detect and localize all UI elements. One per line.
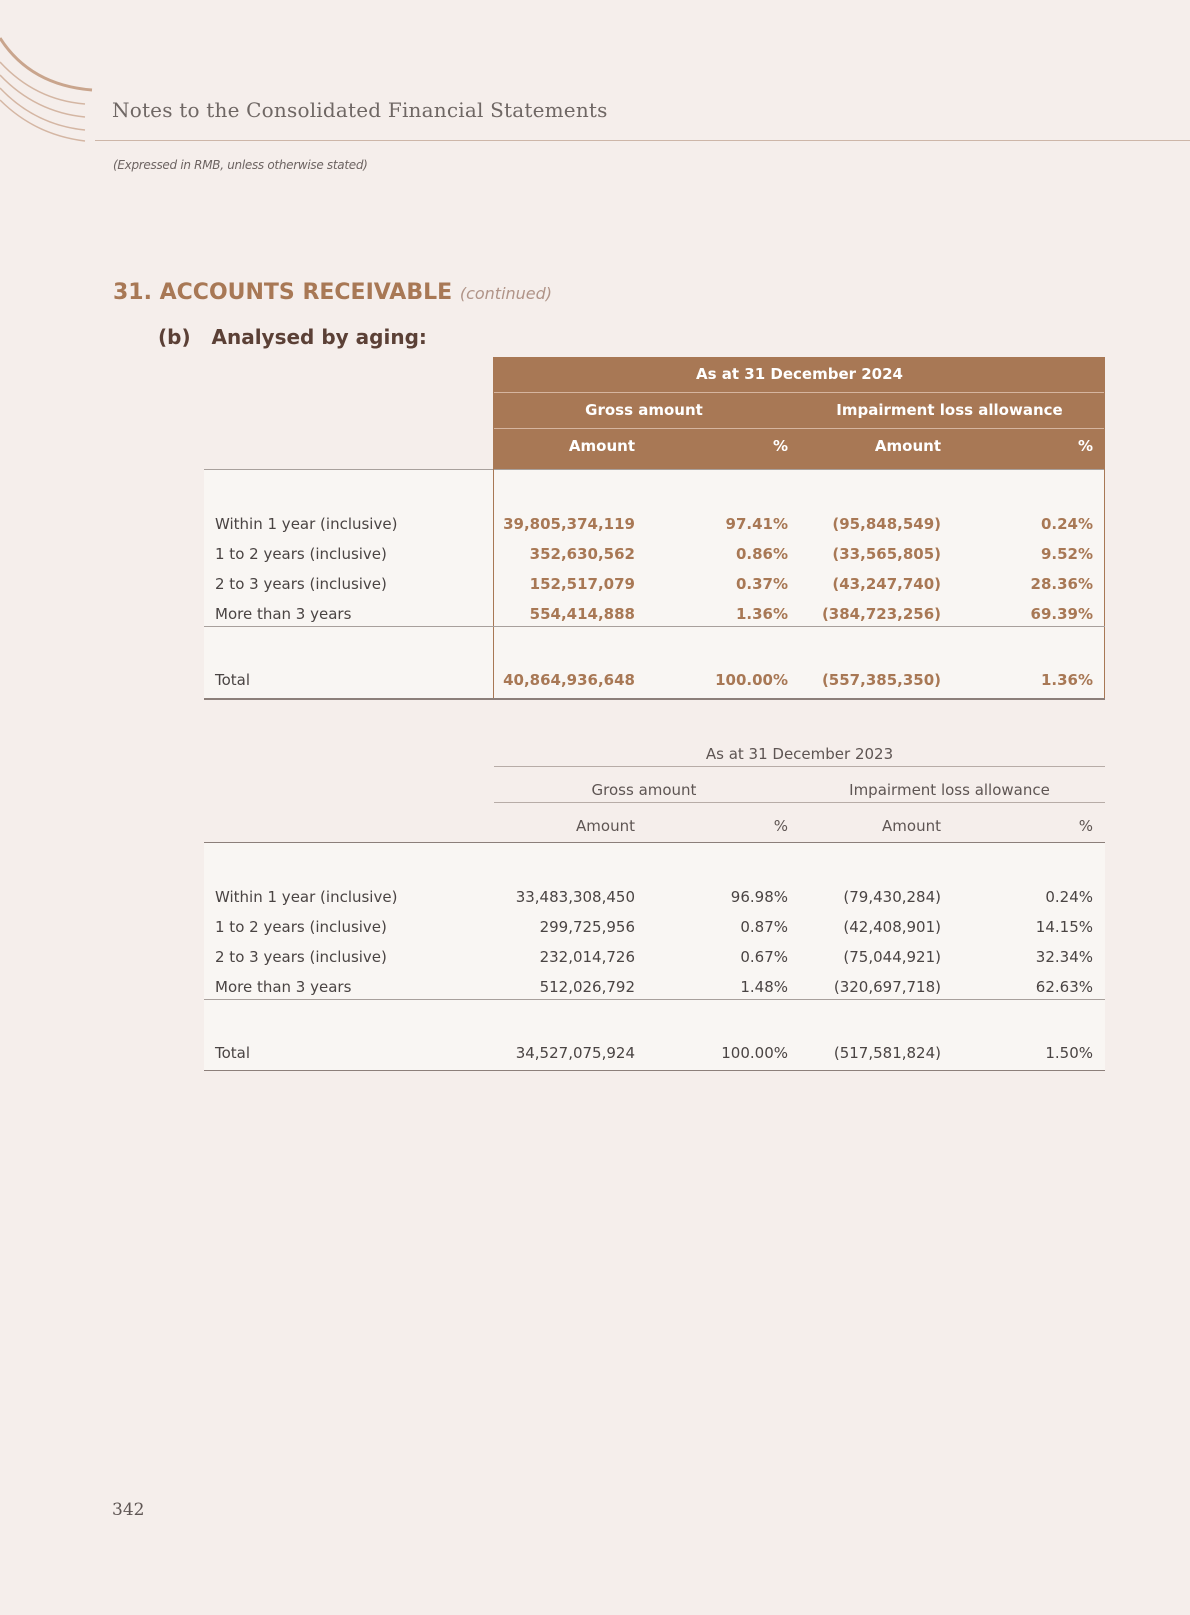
- allowance-amount: (42,408,901): [843, 918, 941, 936]
- table-row: [204, 972, 1105, 1002]
- allowance-percent: 62.63%: [1035, 978, 1093, 996]
- allowance-percent: 14.15%: [1035, 918, 1093, 936]
- col-percent: %: [773, 817, 788, 835]
- divider: [204, 999, 1105, 1000]
- allowance-amount: (79,430,284): [843, 888, 941, 906]
- allowance-amount: (384,723,256): [821, 605, 941, 623]
- gross-amount-header: Gross amount: [591, 781, 697, 799]
- total-label: Total: [215, 1044, 251, 1062]
- total-row: [204, 665, 1105, 695]
- decorative-arcs: [0, 0, 100, 150]
- row-label: More than 3 years: [215, 605, 352, 623]
- gross-percent: 1.36%: [735, 605, 788, 623]
- allowance-percent: 69.39%: [1030, 605, 1093, 623]
- table-row: [204, 599, 1105, 629]
- continued-label: (continued): [459, 284, 553, 303]
- table-row: [204, 912, 1105, 942]
- table-rows: [204, 882, 1105, 1002]
- table-row: [204, 569, 1105, 599]
- row-label: 2 to 3 years (inclusive): [215, 575, 387, 593]
- allowance-amount: (75,044,921): [843, 948, 941, 966]
- allowance-amount: (320,697,718): [833, 978, 941, 996]
- table-header: [494, 357, 1105, 469]
- allowance-percent: 1.50%: [1045, 1044, 1093, 1062]
- row-label: Within 1 year (inclusive): [215, 888, 398, 906]
- gross-amount: 34,527,075,924: [515, 1044, 635, 1062]
- impairment-header: Impairment loss allowance: [836, 401, 1063, 419]
- section-heading: 31. ACCOUNTS RECEIVABLE: [113, 280, 453, 305]
- col-amount: Amount: [576, 817, 635, 835]
- divider: [204, 1070, 1105, 1071]
- gross-percent: 0.67%: [740, 948, 788, 966]
- total-row: [204, 1038, 1105, 1068]
- divider: [204, 469, 1105, 470]
- page-number: 342: [112, 1500, 145, 1520]
- total-label: Total: [215, 671, 251, 689]
- allowance-amount: (95,848,549): [832, 515, 941, 533]
- gross-percent: 97.41%: [725, 515, 788, 533]
- table-row: [204, 882, 1105, 912]
- divider: [204, 626, 1105, 627]
- row-label: More than 3 years: [215, 978, 352, 996]
- period-header: As at 31 December 2023: [705, 745, 894, 763]
- divider: [204, 698, 1105, 700]
- col-amount: Amount: [882, 817, 941, 835]
- aging-table-2023: [204, 743, 1105, 1071]
- gross-amount: 33,483,308,450: [515, 888, 635, 906]
- col-percent: %: [772, 437, 788, 455]
- allowance-amount: (557,385,350): [821, 671, 941, 689]
- gross-amount: 512,026,792: [539, 978, 635, 996]
- table-header: [494, 743, 1105, 843]
- period-header: As at 31 December 2024: [696, 365, 903, 383]
- divider: [494, 428, 1105, 429]
- gross-percent: 100.00%: [721, 1044, 788, 1062]
- aging-table-2024: [204, 357, 1105, 700]
- table-row: [204, 942, 1105, 972]
- impairment-header: Impairment loss allowance: [849, 781, 1050, 799]
- allowance-amount: (33,565,805): [832, 545, 941, 563]
- allowance-percent: 9.52%: [1040, 545, 1093, 563]
- page-header-title: Notes to the Consolidated Financial Statements: [112, 98, 608, 122]
- divider: [204, 842, 1105, 843]
- col-amount: Amount: [874, 437, 941, 455]
- gross-amount: 40,864,936,648: [503, 671, 635, 689]
- allowance-percent: 32.34%: [1035, 948, 1093, 966]
- divider: [494, 766, 1105, 767]
- header-divider: [95, 140, 1190, 141]
- allowance-percent: 1.36%: [1040, 671, 1093, 689]
- allowance-percent: 0.24%: [1040, 515, 1093, 533]
- gross-amount: 554,414,888: [529, 605, 635, 623]
- row-label: 2 to 3 years (inclusive): [215, 948, 387, 966]
- col-percent: %: [1078, 817, 1093, 835]
- gross-percent: 0.37%: [735, 575, 788, 593]
- gross-percent: 0.87%: [740, 918, 788, 936]
- gross-percent: 96.98%: [730, 888, 788, 906]
- gross-amount: 352,630,562: [529, 545, 635, 563]
- allowance-amount: (517,581,824): [833, 1044, 941, 1062]
- gross-amount-header: Gross amount: [585, 401, 703, 419]
- gross-amount: 39,805,374,119: [503, 515, 635, 533]
- table-row: [204, 539, 1105, 569]
- gross-percent: 1.48%: [740, 978, 788, 996]
- allowance-percent: 28.36%: [1030, 575, 1093, 593]
- row-label: 1 to 2 years (inclusive): [215, 918, 387, 936]
- table-rows: [204, 509, 1105, 629]
- table-row: [204, 509, 1105, 539]
- gross-amount: 299,725,956: [539, 918, 635, 936]
- col-percent: %: [1077, 437, 1093, 455]
- row-label: Within 1 year (inclusive): [215, 515, 398, 533]
- gross-percent: 100.00%: [715, 671, 788, 689]
- row-label: 1 to 2 years (inclusive): [215, 545, 387, 563]
- gross-amount: 152,517,079: [529, 575, 635, 593]
- gross-amount: 232,014,726: [539, 948, 635, 966]
- section-title: [113, 280, 552, 305]
- col-amount: Amount: [568, 437, 635, 455]
- gross-percent: 0.86%: [735, 545, 788, 563]
- allowance-amount: (43,247,740): [832, 575, 941, 593]
- subsection-title: (b) Analysed by aging:: [158, 325, 427, 349]
- currency-note: (Expressed in RMB, unless otherwise stated): [113, 158, 368, 172]
- divider: [494, 802, 1105, 803]
- divider: [494, 392, 1105, 393]
- allowance-percent: 0.24%: [1045, 888, 1093, 906]
